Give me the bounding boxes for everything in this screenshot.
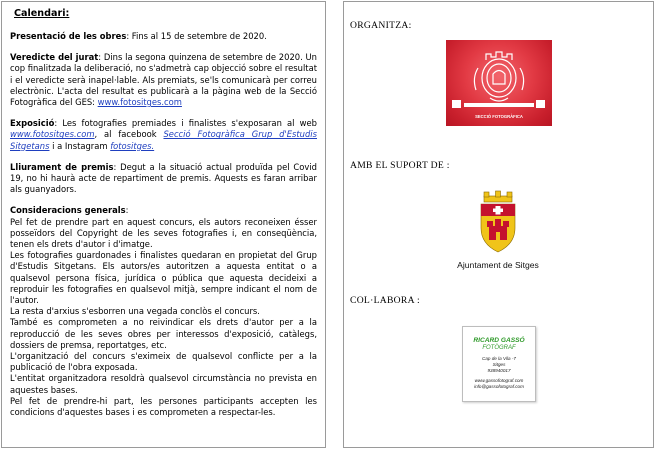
- verdict-web-link[interactable]: www.fotositges.com: [97, 97, 182, 108]
- support-logo: [448, 190, 548, 272]
- general-considerations: [10, 205, 317, 418]
- exhibition-instagram-link[interactable]: fotositges.: [110, 140, 155, 151]
- considerations-paragraph: També es comprometen a no reivindicar els drets d'autor per a la reproducció de les seves obres per interessos d'exposició, catàlegs, dossiers de premsa, reportatges, etc.: [10, 317, 317, 350]
- exhibition-facebook-link[interactable]: Secció Fotogràfica Grup d'Estudis Sitgetans: [10, 129, 317, 151]
- collaborator-phone: 938940017: [487, 367, 511, 373]
- organizer-emblem-icon: [446, 40, 552, 126]
- right-panel: [343, 1, 654, 448]
- collaborator-address-2: Sitges: [492, 361, 506, 367]
- support-heading: AMB EL SUPORT DE :: [350, 160, 450, 171]
- awards-paragraph: [10, 162, 317, 196]
- left-panel: [1, 1, 326, 448]
- collaborates-heading: COL·LABORA :: [350, 295, 420, 306]
- awards-text: : Degut a la situació actual produïda pel Covid 19, no hi haurà acte de repartiment de premis. Aquests es faran arribar als guanyadors.: [10, 161, 317, 195]
- collaborator-web[interactable]: www.gassofotograf.com: [474, 377, 524, 383]
- awards-label: Lliurament de premis: [10, 161, 114, 172]
- collaborator-address-1: Cap de la Vila -7: [482, 355, 516, 361]
- exhibition-label: Exposició: [10, 118, 55, 129]
- verdict-label: Veredicte del jurat: [10, 52, 99, 63]
- sitges-coat-of-arms-icon: [448, 190, 548, 258]
- organizer-logo-caption: SECCIÓ FOTOGRÀFICA: [475, 114, 523, 119]
- considerations-paragraph: Pel fet de prendre-hi part, les persones participants accepten les condicions d'aquestes bases i es comprometen a respectar-les.: [10, 395, 317, 418]
- exhibition-text-3: i a Instagram: [49, 140, 111, 151]
- verdict-paragraph: [10, 52, 317, 108]
- support-name: Ajuntament de Sitges: [457, 260, 539, 270]
- presentation-text: : Fins al 15 de setembre de 2020.: [126, 31, 267, 41]
- considerations-colon: :: [125, 205, 129, 216]
- considerations-paragraph: La resta d'arxius s'esborren una vegada conclòs el concurs.: [10, 306, 260, 317]
- collaborator-name: RICARD GASSÓ: [473, 337, 525, 344]
- presentation-label: Presentació de les obres: [10, 31, 127, 41]
- verdict-text: : Dins la segona quinzena de setembre de 2020. Un cop finalitzada la deliberació, no s'admetrà cap objecció sobre el resultat i el veredicte serà inapel·lable. Als premiats, se'ls comunicarà per correu electrònic. L'acta del resultat es publicarà a la pàgina web de la Secció Fotogràfica del GES:: [10, 52, 317, 108]
- exhibition-paragraph: [10, 118, 317, 152]
- organitza-heading: ORGANITZA:: [350, 20, 412, 31]
- considerations-label: Consideracions generals: [10, 205, 126, 216]
- exhibition-web-link[interactable]: www.fotositges.com: [10, 129, 95, 140]
- presentation-paragraph: [10, 31, 317, 42]
- considerations-paragraph: Les fotografies guardonades i finalistes quedaran en propietat del Grup d'Estudis Sitgetans. Els autors/es autoritzen a aquesta entitat o a qualsevol persona física, jurídica o pública que aquesta decideixi a reproduir les fotografies en qualsevol mitjà, sempre indicant el nom de l'autor.: [10, 250, 317, 306]
- collaborator-card: [462, 326, 536, 402]
- considerations-paragraph: L'organització del concurs s'eximeix de qualsevol conflicte per a la publicació de l'obra exposada.: [10, 351, 317, 373]
- organizer-logo: [446, 40, 552, 126]
- collaborator-role: FOTÒGRAF: [482, 344, 516, 351]
- considerations-paragraph: Pel fet de prendre part en aquest concurs, els autors reconeixen ésser posseïdors del Copyright de les seves fotografies i, en conseqüència, tenen els drets d'autor i d'imatge.: [10, 216, 317, 250]
- collaborator-email[interactable]: info@gassofotograf.com: [474, 383, 524, 389]
- exhibition-text-2: , al facebook: [94, 129, 164, 140]
- considerations-paragraph: L'entitat organitzadora resoldrà qualsevol circumstància no prevista en aquestes bases.: [10, 373, 317, 395]
- calendar-title: Calendari:: [14, 8, 70, 19]
- exhibition-text-1: : Les fotografies premiades i finalistes s'exposaran al web: [54, 118, 317, 129]
